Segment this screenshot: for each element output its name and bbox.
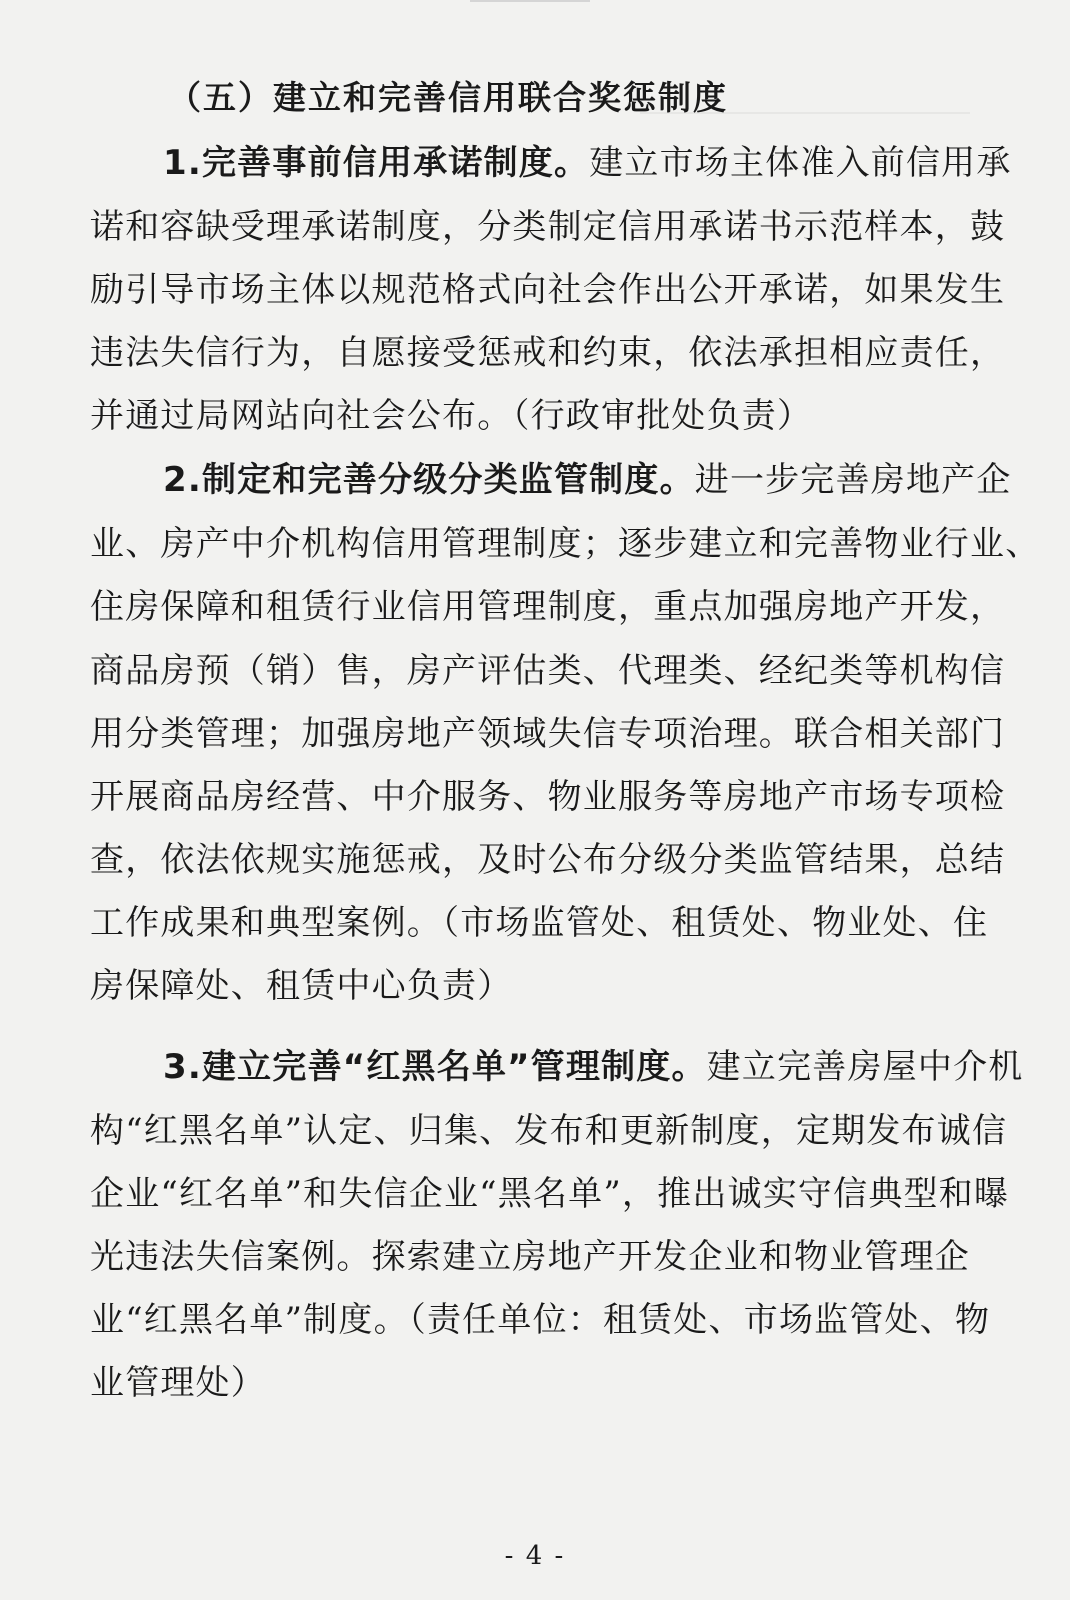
paragraph-2-line-1 <box>163 460 1012 500</box>
paragraph-1-line-2: 诺和容缺受理承诺制度，分类制定信用承诺书示范样本，鼓 <box>90 207 1006 247</box>
paragraph-3-line-5: 业“红黑名单”制度。（责任单位：租赁处、市场监管处、物 <box>90 1300 991 1340</box>
paragraph-3-line-4: 光违法失信案例。探索建立房地产开发企业和物业管理企 <box>90 1237 970 1277</box>
paragraph-1-title: 1.完善事前信用承诺制度。 <box>163 143 590 183</box>
paragraph-3-line-2: 构“红黑名单”认定、归集、发布和更新制度，定期发布诚信 <box>90 1111 1008 1151</box>
scan-top-mark <box>470 0 590 8</box>
paragraph-2-line-7: 查，依法依规实施惩戒，及时公布分级分类监管结果，总结 <box>90 840 1006 880</box>
paragraph-2-line-2: 业、房产中介机构信用管理制度；逐步建立和完善物业行业、 <box>90 524 1041 564</box>
paragraph-2-line-5: 用分类管理；加强房地产领域失信专项治理。联合相关部门 <box>90 714 1006 754</box>
paragraph-3-title: 3.建立完善“红黑名单”管理制度。 <box>163 1047 707 1087</box>
paragraph-2-line-9: 房保障处、租赁中心负责） <box>90 966 513 1006</box>
paragraph-3-text: 建立完善房屋中介机 <box>706 1047 1024 1087</box>
paragraph-3-line-3: 企业“红名单”和失信企业“黑名单”，推出诚实守信典型和曝 <box>90 1174 1010 1214</box>
paragraph-2-title: 2.制定和完善分级分类监管制度。 <box>163 460 695 500</box>
paragraph-1-text: 建立市场主体准入前信用承 <box>589 143 1012 183</box>
paragraph-1-line-1 <box>163 143 1012 183</box>
section-heading: （五）建立和完善信用联合奖惩制度 <box>168 78 728 117</box>
paragraph-2-line-3: 住房保障和租赁行业信用管理制度，重点加强房地产开发， <box>90 587 1006 627</box>
paragraph-1-line-5: 并通过局网站向社会公布。（行政审批处负责） <box>90 396 813 436</box>
paragraph-1-line-4: 违法失信行为，自愿接受惩戒和约束，依法承担相应责任， <box>90 333 1006 373</box>
paragraph-3-line-1 <box>163 1047 1023 1087</box>
paragraph-2-line-8: 工作成果和典型案例。（市场监管处、租赁处、物业处、住 <box>90 903 989 943</box>
paragraph-3-line-6: 业管理处） <box>90 1363 266 1403</box>
paragraph-2-line-6: 开展商品房经营、中介服务、物业服务等房地产市场专项检 <box>90 777 1006 817</box>
page-number: - 4 - <box>504 1541 566 1571</box>
paragraph-2-line-4: 商品房预（销）售，房产评估类、代理类、经纪类等机构信 <box>90 651 1006 691</box>
paragraph-2-text: 进一步完善房地产企 <box>694 460 1012 500</box>
paragraph-1-line-3: 励引导市场主体以规范格式向社会作出公开承诺，如果发生 <box>90 270 1006 310</box>
